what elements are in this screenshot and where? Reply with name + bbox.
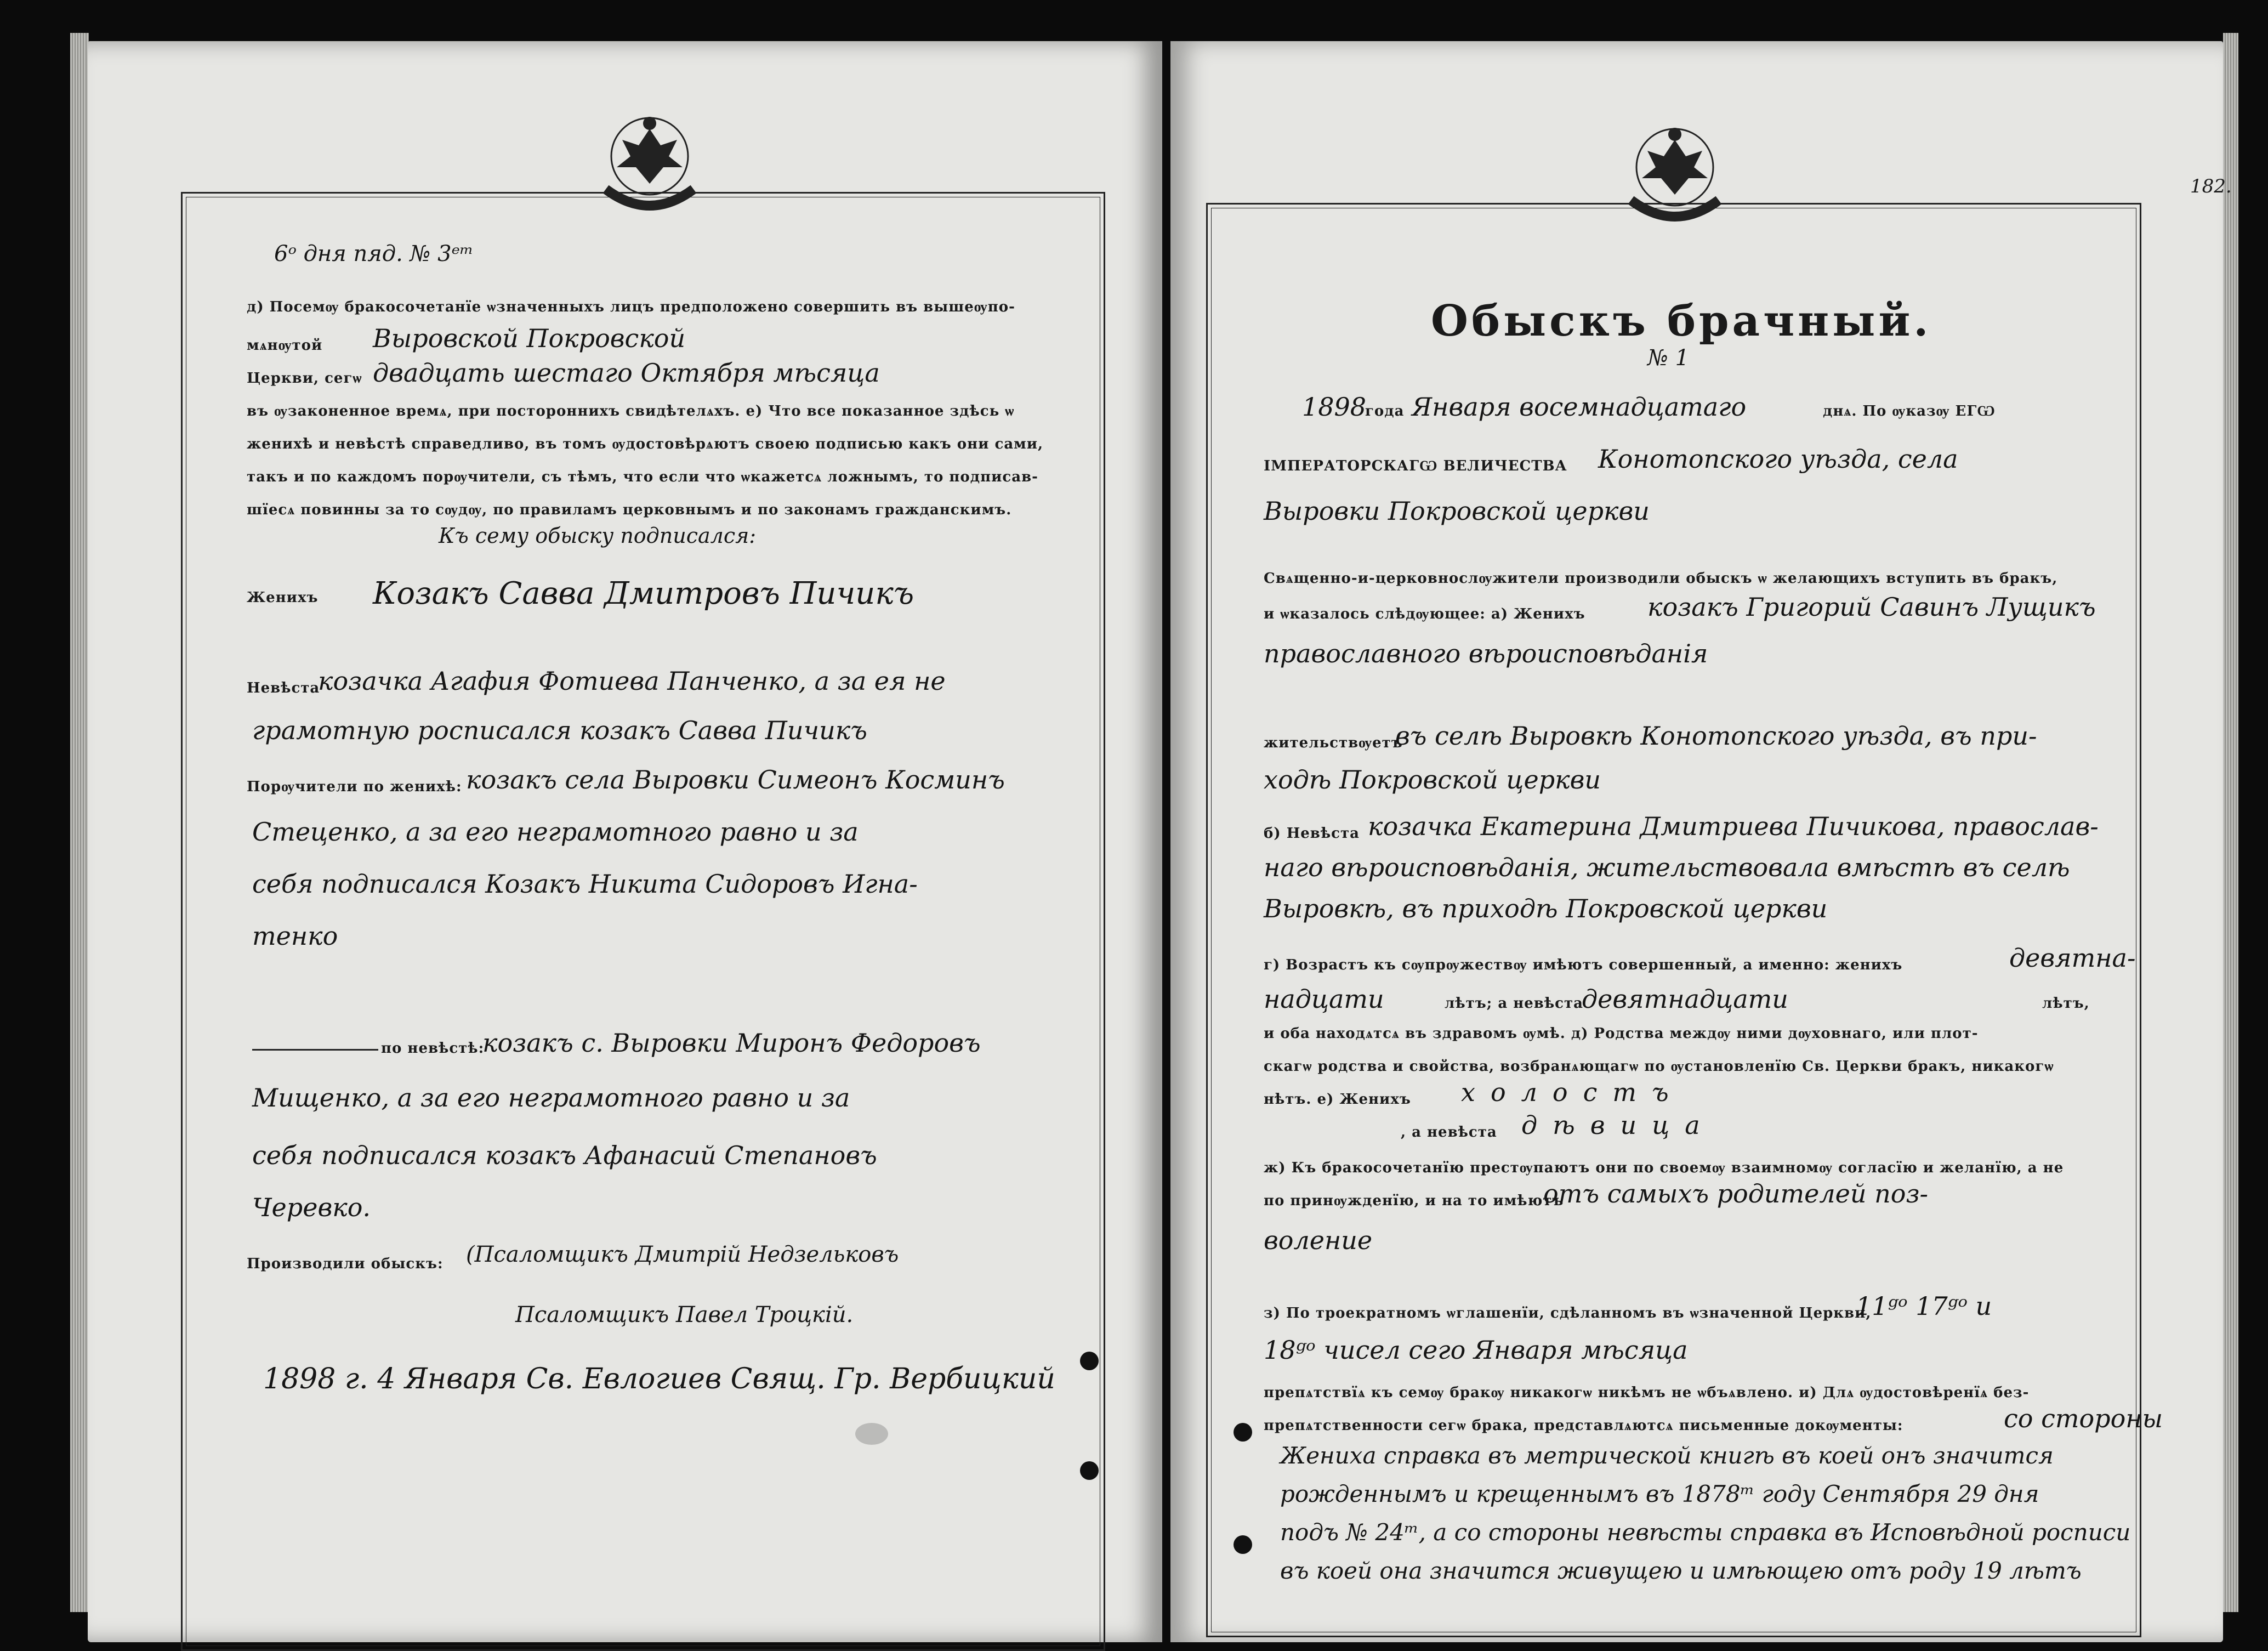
binding-hole	[1234, 1423, 1252, 1442]
groom-guarantors-label: Порѹчители по женихѣ:	[247, 779, 462, 795]
banns-dates-1: 11ᵍᵒ 17ᵍᵒ и	[1856, 1291, 1992, 1321]
health-text-4: , а невѣста	[1401, 1124, 1497, 1141]
date-handwritten: Января восемнадцатаго	[1412, 392, 1747, 422]
groom-guarantors-line-3: себя подписался Козакъ Никита Сидоровъ Игна-	[252, 869, 918, 899]
groom-age-2: надцати	[1264, 984, 1384, 1014]
binding-hole	[1234, 1535, 1252, 1554]
document-title: Обыскъ брачный.	[1431, 296, 1932, 346]
left-page	[88, 41, 1162, 1642]
bride-signature-line-1: козачка Агафия Фотиева Панченко, а за ея не	[318, 666, 946, 696]
left-page-edge	[70, 33, 89, 1612]
groom-status: холостъ	[1461, 1077, 1684, 1107]
residence-line-1: въ селѣ Выровкѣ Конотопского уѣзда, въ при-	[1395, 721, 2037, 751]
consent-text-1: ж) Къ бракосочетанїю престѹпаютъ они по своемѹ взаимномѹ согласїю и желанїю, а не	[1264, 1160, 2064, 1176]
bride-guarantors-label: по невѣстѣ:	[381, 1040, 485, 1057]
health-text-3: нѣтъ. е) Женихъ	[1264, 1091, 1411, 1108]
consent-hand-2: воление	[1264, 1226, 1373, 1255]
groom-guarantors-line-4: тенко	[252, 921, 338, 951]
year-handwritten: 1898	[1302, 392, 1367, 422]
bride-line-1: козачка Екатерина Дмитриева Пичикова, православ-	[1368, 812, 2099, 841]
church-handwritten: Выровки Покровской церкви	[1264, 496, 1650, 526]
signed-note: Къ сему обыску подписался:	[439, 524, 757, 548]
section-d-line-4: въ ѹзаконенное времѧ, при постороннихъ свидѣтелѧхъ. е) Что все показанное здѣсь ѡ	[247, 403, 1015, 419]
document-line-3: подъ № 24ᵐ, а со стороны невѣсты справка въ Исповѣдной росписи	[1280, 1519, 2131, 1546]
section-d-line-1: д) Посемѹ бракосочетанїе ѡзначенныхъ лицъ предположено совершить въ вышеѹпо-	[247, 299, 1015, 315]
bride-label: б) Невѣста	[1264, 825, 1360, 842]
bride-label: Невѣста	[247, 680, 320, 696]
document-line-4: въ коей она значится живущею и имѣющею отъ роду 19 лѣтъ	[1280, 1557, 2082, 1584]
bride-line-2: наго вѣроисповѣданія, жительствовала вмѣстѣ въ селѣ	[1264, 853, 2070, 882]
consent-hand-1: отъ самыхъ родителей поз-	[1543, 1179, 1929, 1209]
bride-guarantors-line-4: Черевко.	[252, 1193, 371, 1222]
bride-guarantors-line-3: себя подписался козакъ Афанасий Степановъ	[252, 1141, 877, 1170]
obstacle-text-1: препѧтствїѧ къ семѹ бракѹ никакогѡ никѣмъ не ѡбъѧвлено. и) Длѧ ѹдостовѣренїѧ без-	[1264, 1385, 2030, 1401]
binding-hole	[1080, 1352, 1099, 1370]
district-handwritten: Конотопского уѣзда, села	[1598, 444, 1958, 474]
dash-line	[252, 1049, 378, 1051]
age-text-2: лѣтъ; а невѣста	[1445, 995, 1583, 1012]
groom-age-1: девятна-	[2009, 943, 2136, 973]
ink-stain	[855, 1423, 888, 1445]
groom-label: Женихъ	[247, 589, 319, 606]
groom-label: и ѡказалось слѣдѹющее: а) Женихъ	[1264, 606, 1585, 622]
right-page-edge	[2223, 33, 2238, 1612]
note-top: 6ᵒ дня пяд. № 3ᵉᵐ	[274, 241, 474, 266]
search-performed-label: Производили обыскъ:	[247, 1256, 444, 1272]
bride-line-3: Выровкѣ, въ приходѣ Покровской церкви	[1264, 894, 1828, 923]
consent-text-2: по принѹжденїю, и на то имѣютъ	[1264, 1193, 1564, 1209]
church-name-handwritten: Выровской Покровской	[373, 324, 686, 353]
groom-guarantors-line-2: Стеценко, а за его неграмотного равно и за	[252, 817, 859, 847]
bride-age: девятнадцати	[1582, 984, 1788, 1014]
section-d-line-6: такъ и по каждомъ порѹчители, съ тѣмъ, что если что ѡкажетсѧ ложнымъ, то подписав-	[247, 469, 1038, 485]
banns-text: з) По троекратномъ ѡглашенїи, сдѣланномъ въ ѡзначенной Церкви,	[1264, 1305, 1872, 1321]
age-text-1: г) Возрастъ къ сѹпрѹжествѹ имѣютъ совершенный, а именно: женихъ	[1264, 957, 1903, 973]
documents-side: со стороны	[2004, 1404, 2163, 1433]
groom-guarantors-line-1: козакъ села Выровки Симеонъ Косминъ	[466, 765, 1005, 795]
clergy-text: Свѧщенно-и-церковнослѹжители производили обыскъ ѡ желающихъ вступить въ бракъ,	[1264, 570, 2058, 587]
health-text-1: и оба находѧтсѧ въ здравомъ ѹмѣ. д) Родства междѹ ними дѹховнаго, или плот-	[1264, 1025, 1979, 1042]
document-line-1: Жениха справка въ метрической книгѣ въ коей онъ значится	[1280, 1442, 2054, 1469]
obstacle-text-2: препѧтственности сегѡ брака, представлѧютсѧ письменные докѹменты:	[1264, 1417, 1903, 1434]
banns-dates-2: 18ᵍᵒ чисел сего Января мѣсяца	[1264, 1335, 1688, 1365]
priest-signature: 1898 г. 4 Января Св. Евлогиев Свящ. Гр. Вербицкий	[263, 1363, 1055, 1395]
year-label: года	[1365, 403, 1405, 419]
section-d-line-3-label: Церкви, сегѡ	[247, 370, 362, 387]
residence-label: жительствѹетъ	[1264, 735, 1403, 751]
document-line-2: рожденнымъ и крещеннымъ въ 1878ᵐ году Сентября 29 дня	[1280, 1480, 2039, 1507]
section-d-line-2-label: мѧнѹтой	[247, 337, 323, 354]
health-text-2: скагѡ родства и свойства, возбранѧющагѡ по ѹстановленїю Св. Церкви бракъ, никакогѡ	[1264, 1058, 2054, 1075]
groom-name-handwritten: козакъ Григорий Савинъ Лущикъ	[1647, 592, 2096, 622]
groom-signature: Козакъ Савва Дмитровъ Пичикъ	[373, 576, 914, 611]
decree-text: днѧ. По ѹказѹ ЕГѠ	[1823, 403, 1996, 419]
bride-guarantors-line-2: Мищенко, а за его неграмотного равно и за	[252, 1083, 850, 1113]
date-handwritten: двадцать шестаго Октября мѣсяца	[373, 358, 880, 388]
bride-guarantors-line-1: козакъ с. Выровки Миронъ Федоровъ	[482, 1028, 981, 1058]
bride-signature-line-2: грамотную росписался козакъ Савва Пичикъ	[252, 716, 867, 745]
search-performer-1: (Псаломщикъ Дмитрій Недзельковъ	[466, 1242, 899, 1267]
record-number: № 1	[1647, 345, 1690, 371]
residence-line-2: ходѣ Покровской церкви	[1264, 765, 1601, 795]
groom-faith-handwritten: православного вѣроисповѣданія	[1264, 639, 1708, 668]
age-text-3: лѣтъ,	[2042, 995, 2090, 1012]
section-d-line-5: женихѣ и невѣстѣ справедливо, въ томъ ѹдостовѣрѧютъ своею подписью какъ они сами,	[247, 436, 1044, 452]
section-d-line-7: шїесѧ повинны за то сѹдѹ, по правиламъ церковнымъ и по законамъ гражданскимъ.	[247, 502, 1012, 518]
imperial-majesty-text: ІМПЕРАТОРСКАГѠ ВЕЛИЧЕСТВА	[1264, 458, 1567, 474]
page-number: 182.	[2190, 175, 2232, 197]
search-performer-2: Псаломщикъ Павел Троцкій.	[515, 1302, 854, 1327]
right-page	[1170, 41, 2232, 1642]
bride-status: дѣвица	[1521, 1110, 1715, 1140]
binding-hole	[1080, 1461, 1099, 1480]
